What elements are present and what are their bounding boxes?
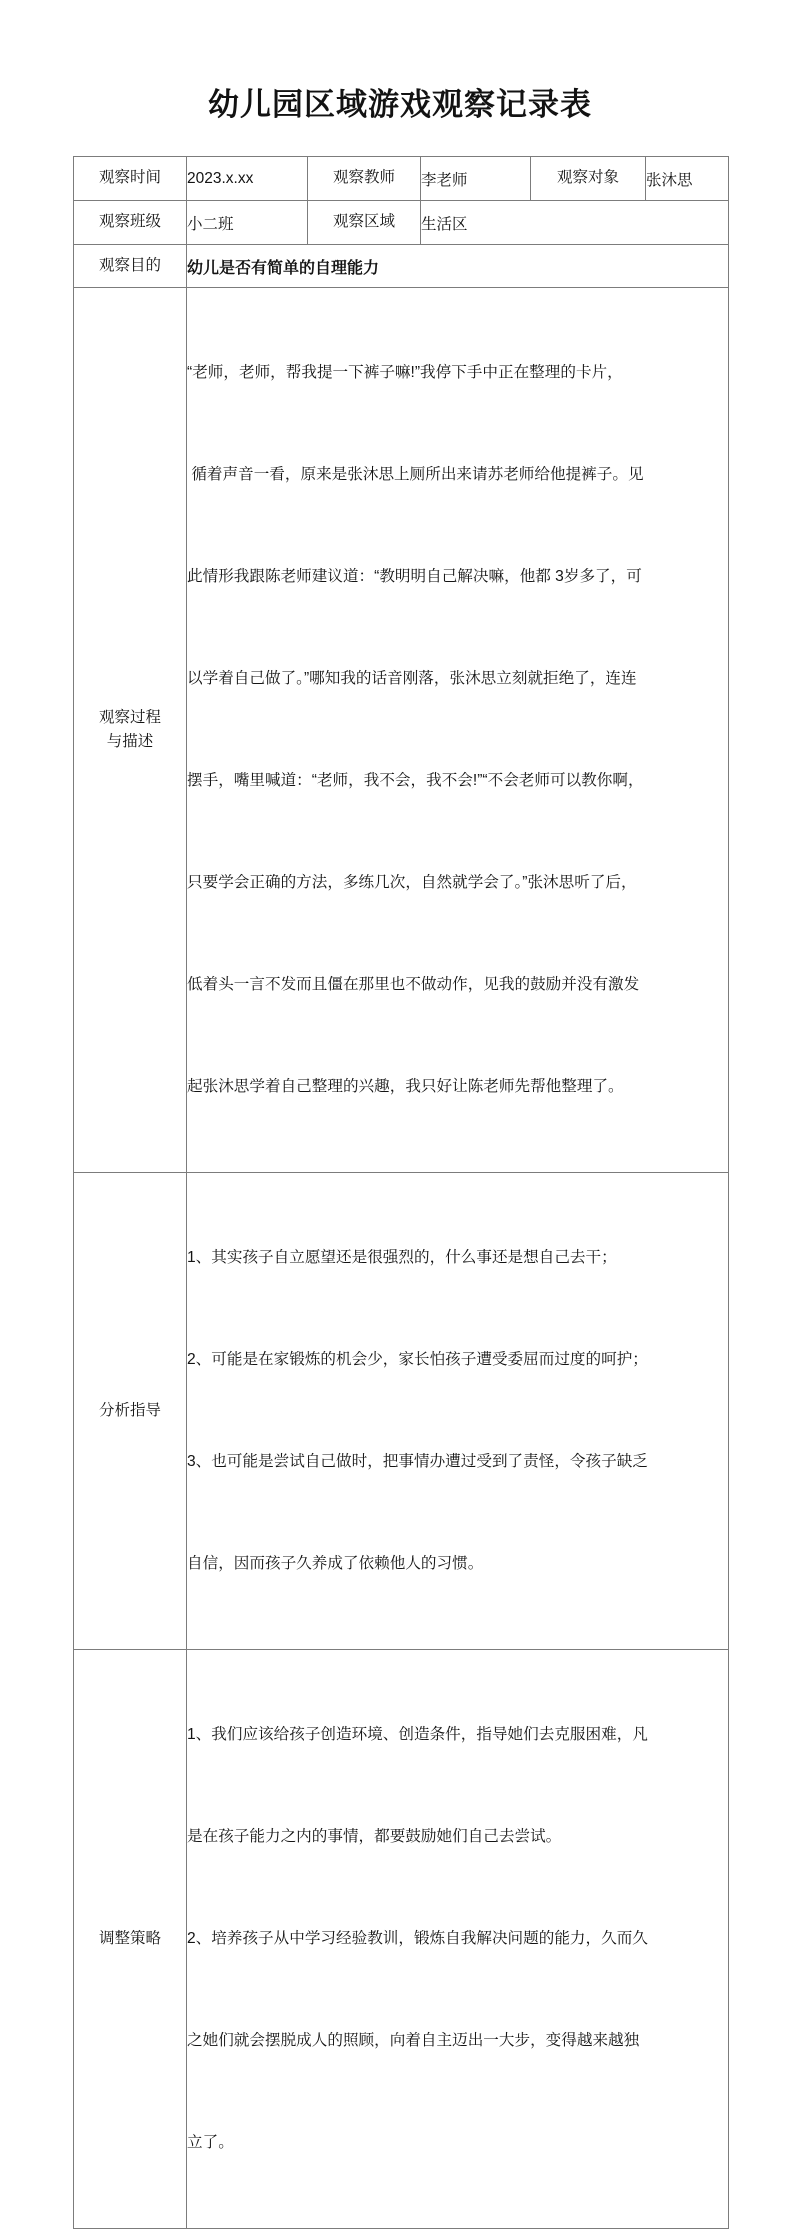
label-observation-purpose: 观察目的 [74, 245, 187, 288]
text-line: 只要学会正确的方法，多练几次，自然就学会了。”张沐思听了后， [187, 874, 637, 891]
label-observation-area: 观察区域 [308, 201, 421, 245]
value-observation-time: 2023.x.xx [187, 157, 308, 201]
page-title: 幼儿园区域游戏观察记录表 [208, 87, 592, 122]
label-observation-subject: 观察对象 [531, 157, 646, 201]
table-row-observation-purpose [74, 245, 729, 288]
text-line: 2、培养孩子从中学习经验教训，锻炼自我解决问题的能力，久而久 [187, 1930, 648, 1947]
value-observation-area: 生活区 [421, 201, 729, 245]
table-row-strategy [74, 1650, 729, 2229]
text-line: 自信，因而孩子久养成了依赖他人的习惯。 [187, 1555, 484, 1572]
text-line: “老师，老师，帮我提一下裤子嘛!”我停下手中正在整理的卡片， [187, 364, 623, 381]
label-observation-time: 观察时间 [74, 157, 187, 201]
observation-process-text [187, 288, 728, 1172]
label-strategy: 调整策略 [74, 1650, 187, 2229]
text-line: 立了。 [187, 2134, 234, 2151]
text-line: 1、我们应该给孩子创造环境、创造条件，指导她们去克服困难，凡 [187, 1726, 648, 1743]
text-line: 2、可能是在家锻炼的机会少，家长怕孩子遭受委屈而过度的呵护； [187, 1351, 648, 1368]
strategy-text [187, 1650, 728, 2228]
analysis-text [187, 1173, 728, 1649]
value-observation-process [187, 288, 729, 1173]
observation-record-table [73, 156, 729, 2229]
text-line: 1、其实孩子自立愿望还是很强烈的，什么事还是想自己去干； [187, 1249, 617, 1266]
label-observation-process [74, 288, 187, 1173]
label-observation-process-line1: 观察过程 [98, 708, 161, 726]
label-analysis: 分析指导 [74, 1173, 187, 1650]
value-observation-subject: 张沐思 [646, 157, 729, 201]
text-line: 以学着自己做了。”哪知我的话音刚落，张沐思立刻就拒绝了，连连 [187, 670, 637, 687]
label-observation-class: 观察班级 [74, 201, 187, 245]
text-line: 此情形我跟陈老师建议道：“教明明自己解决嘛，他都 3岁多了，可 [187, 568, 642, 585]
label-observation-process-line2: 与描述 [106, 733, 154, 750]
table-row-observation-time [74, 157, 729, 201]
value-observation-teacher: 李老师 [421, 157, 531, 201]
text-line: 摆手，嘴里喊道：“老师，我不会，我不会!”“不会老师可以教你啊， [187, 772, 644, 789]
text-line: 低着头一言不发而且僵在那里也不做动作，见我的鼓励并没有激发 [187, 976, 640, 993]
table-row-observation-process [74, 288, 729, 1173]
text-line: 循着声音一看，原来是张沐思上厕所出来请苏老师给他提裤子。见 [187, 466, 644, 483]
value-observation-class: 小二班 [187, 201, 308, 245]
table-row-observation-class [74, 201, 729, 245]
text-line: 起张沐思学着自己整理的兴趣，我只好让陈老师先帮他整理了。 [187, 1078, 624, 1095]
table-row-analysis [74, 1173, 729, 1650]
text-line: 之她们就会摆脱成人的照顾，向着自主迈出一大步，变得越来越独 [187, 2032, 640, 2049]
text-line: 是在孩子能力之内的事情，都要鼓励她们自己去尝试。 [187, 1828, 562, 1845]
value-strategy [187, 1650, 729, 2229]
text-line: 3、也可能是尝试自己做时，把事情办遭过受到了责怪，令孩子缺乏 [187, 1453, 648, 1470]
label-observation-teacher: 观察教师 [308, 157, 421, 201]
value-analysis [187, 1173, 729, 1650]
value-observation-purpose: 幼儿是否有简单的自理能力 [187, 245, 729, 288]
